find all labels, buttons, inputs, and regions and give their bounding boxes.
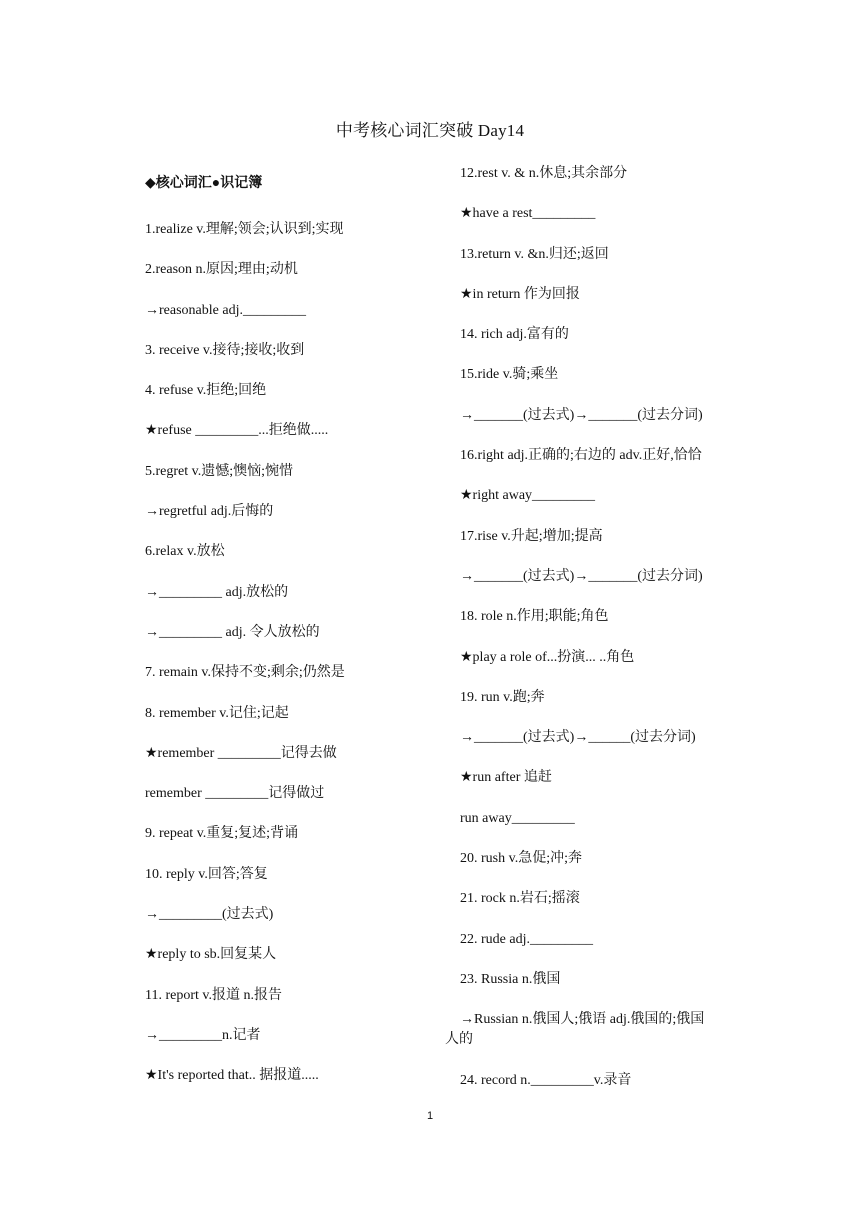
vocab-line: →_________(过去式): [145, 907, 274, 923]
vocab-line: 24. record n._________v.录音: [460, 1072, 632, 1088]
vocab-line: remember _________记得做过: [145, 786, 325, 802]
wrap-first-line: →Russian n.俄国人;俄语 adj.俄国的;俄国: [460, 1012, 705, 1028]
vocab-line: 3. receive v.接待;接收;收到: [145, 342, 305, 358]
vocab-line: 23. Russia n.俄国: [460, 971, 561, 987]
vocab-line: →reasonable adj._________: [145, 302, 306, 318]
right-column: [445, 164, 745, 1111]
vocab-line: 13.return v. &n.归还;返回: [460, 246, 609, 262]
vocab-line: ★play a role of...扮演... ..角色: [460, 649, 635, 665]
vocab-line: 16.right adj.正确的;右边的 adv.正好,恰恰: [460, 448, 702, 464]
vocab-line: 20. rush v.急促;冲;奔: [460, 851, 582, 867]
vocab-line: ★right away_________: [460, 488, 596, 504]
vocab-line: run away_________: [460, 810, 575, 826]
vocab-line: 5.regret v.遗憾;懊恼;惋惜: [145, 463, 294, 479]
section-heading: ◆核心词汇●识记簿: [145, 176, 263, 191]
vocab-line: ★reply to sb.回复某人: [145, 947, 277, 963]
vocab-line: 17.rise v.升起;增加;提高: [460, 528, 603, 544]
vocab-line: ★It's reported that.. 据报道.....: [145, 1068, 319, 1084]
vocab-line: 2.reason n.原因;理由;动机: [145, 262, 298, 278]
vocab-line: →_________n.记者: [145, 1027, 261, 1043]
vocab-line: 10. reply v.回答;答复: [145, 866, 268, 882]
vocab-line-wrapped: [445, 1010, 745, 1050]
vocab-line: →_______(过去式)→______(过去分词): [460, 730, 696, 746]
vocab-line: 14. rich adj.富有的: [460, 327, 569, 343]
vocab-line: ★in return 作为回报: [460, 286, 580, 302]
vocab-line: 8. remember v.记住;记起: [145, 705, 289, 721]
vocab-line: 22. rude adj._________: [460, 931, 593, 947]
vocab-line: 4. refuse v.拒绝;回绝: [145, 383, 267, 399]
vocab-line: 7. remain v.保持不变;剩余;仍然是: [145, 665, 345, 681]
vocab-line: →_______(过去式)→_______(过去分词): [460, 568, 703, 584]
vocab-line: ★have a rest_________: [460, 206, 596, 222]
vocab-line: ★run after 追赶: [460, 770, 552, 786]
vocab-line: 21. rock n.岩石;摇滚: [460, 891, 580, 907]
vocab-line: 9. repeat v.重复;复述;背诵: [145, 826, 299, 842]
page-title: 中考核心词汇突破 Day14: [335, 121, 525, 140]
vocab-line: ★remember _________记得去做: [145, 745, 337, 761]
vocab-line: ★refuse _________...拒绝做.....: [145, 423, 329, 439]
vocab-line: →_________ adj. 令人放松的: [145, 624, 320, 640]
vocab-line: 12.rest v. & n.休息;其余部分: [460, 166, 628, 181]
vocab-line: →_______(过去式)→_______(过去分词): [460, 407, 703, 423]
vocab-line: 15.ride v.骑;乘坐: [460, 367, 559, 383]
left-column: [145, 174, 445, 1107]
vocab-line: 11. report v.报道 n.报告: [145, 987, 282, 1003]
vocab-line: 18. role n.作用;职能;角色: [460, 609, 609, 625]
vocab-line: 19. run v.跑;奔: [460, 689, 545, 705]
vocab-line: →_________ adj.放松的: [145, 584, 289, 600]
vocab-line: →regretful adj.后悔的: [145, 504, 274, 520]
vocab-line: 6.relax v.放松: [145, 544, 225, 560]
page-number: 1: [426, 1110, 434, 1122]
wrap-continuation: 人的: [445, 1032, 473, 1048]
vocab-line: 1.realize v.理解;领会;认识到;实现: [145, 222, 344, 237]
